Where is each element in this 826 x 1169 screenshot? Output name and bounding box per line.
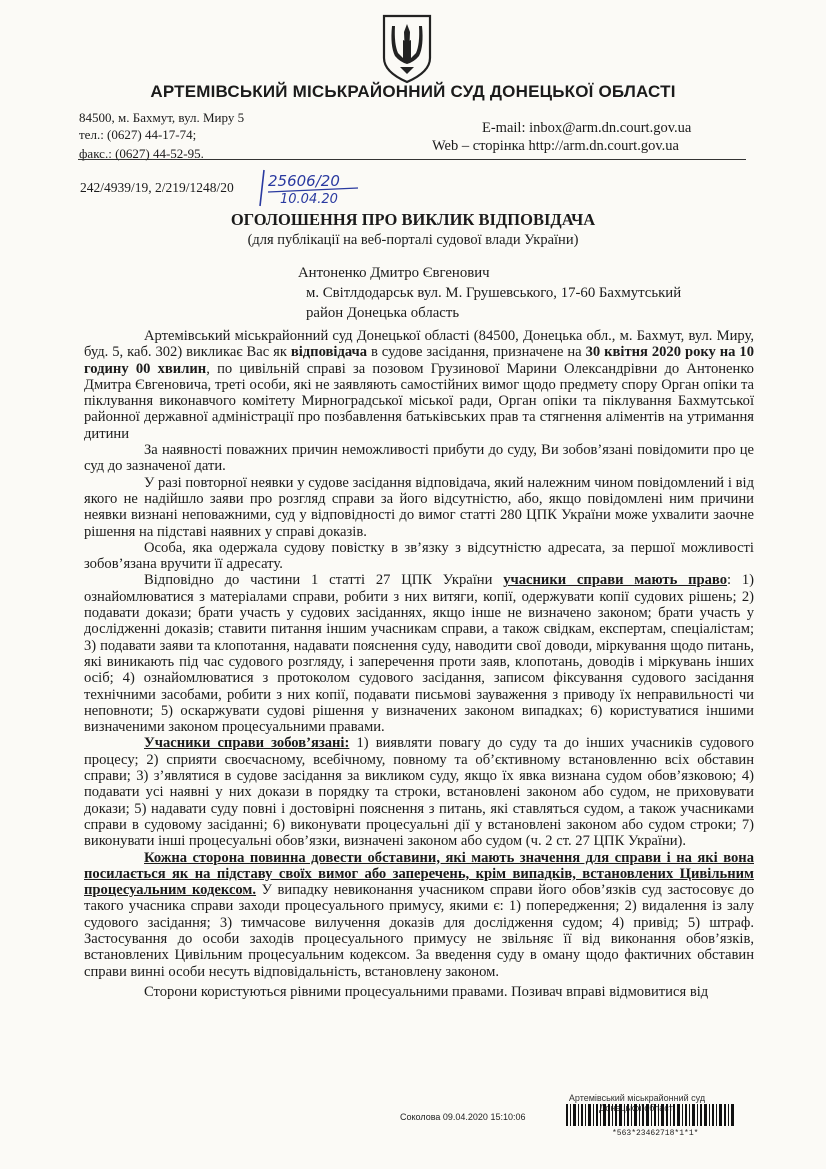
paragraph-summons: Артемівський міськрайонний суд Донецької області (84500, Донецька обл., м. Бахмут, вул. Миру, буд. 5, каб. 302) викликає Вас як відповідача в судове засідання, призначене на 30 квітня 2020 року на 10 годину 00 хвилин, по цивільній справі за позовом Грузинової Марини Олександрівни до Антоненко Дмитра Євгеновича, треті особи, які не заявляють самостійних вимог щодо предмету спору Орган опіки та піклування виконавчого комітету Мирноградської міської ради, Орган опіки та піклування Бахмутської районної державної адміністрації про позбавлення батьківських прав та стягнення аліментів на утримання дитини: [84, 328, 754, 442]
court-website: Web – сторінка http://arm.dn.court.gov.ua: [432, 138, 679, 154]
recipient-address-line1: м. Світлдодарськ вул. М. Грушевського, 17-60 Бахмутський: [306, 285, 682, 301]
paragraph-repeated-absence: У разі повторної неявки у судове засідання відповідача, який належним чином повідомлений і від якого не надійшло заяви про розгляд справи за його відсутністю, або, якщо повідомлені ним причини неявки визнані неповажними, суд у відповідності до вимог статті 280 ЦПК України може ухвалити заочне рішення на підставі наявних у справі доказів.: [84, 474, 754, 540]
court-fax: факс.: (0627) 44-52-95.: [79, 146, 204, 161]
court-phone: тел.: (0627) 44-17-74;: [79, 127, 197, 142]
paragraph-summons-delivery: Особа, яка одержала судову повістку в зв’язку з відсутністю адресата, за першої можливості зобов’язана вручити її адресату.: [84, 539, 754, 573]
paragraph-burden-of-proof: Кожна сторона повинна довести обставини, які мають значення для справи і на які вона посилається як на підставу своїх вимог або заперечень, крім випадків, встановлених Цивільним процесуальним кодексом. У випадку невиконання учасником справи його обов’язків суд застосовує до такого учасника справи заходи процесуального примусу, якими є: 1) попередження; 2) видалення із залу судового засідання; 3) тимчасове вилучення доказів для дослідження судом; 4) привід; 5) штраф. Застосування до особи заходів процесуального примусу не звільняє її від виконання обов’язків, встановлених Цивільним процесуальним кодексом. За введення суду в оману щодо фактичних обставин справи винні особи несуть відповідальність, встановлену законом.: [84, 849, 754, 980]
stamp-line-2: області: [644, 1103, 675, 1113]
notice-body: [84, 318, 754, 1000]
court-email: E-mail: inbox@arm.dn.court.gov.ua: [482, 120, 692, 136]
header-divider: [78, 159, 746, 160]
court-address: 84500, м. Бахмут, вул. Миру 5: [79, 110, 245, 125]
paragraph-rights: Відповідно до частини 1 статті 27 ЦПК України учасники справи мають право: 1) ознайомлюватися з матеріалами справи, робити з них витяги, копії, одержувати копії судових рішень; 2) подавати докази; брати участь у судових засіданнях, якщо інше не визначено законом; брати участь у дослідженні доказів; ставити питання іншим учасникам справи, а також свідкам, експертам, спеціалістам; 3) подавати заяви та клопотання, надавати пояснення суду, наводити свої доводи, міркування щодо питань, які виникають під час судового розгляду, і заперечення проти заяв, клопотань, доводів і міркувань інших осіб; 4) ознайомлюватися з протоколом судового засідання, записом фіксування судового засідання технічними засобами, робити з них копії, подавати письмові зауваження з приводу їх неправильності чи неповноти; 5) оскаржувати судові рішення у визначених законом випадках; 6) користуватися іншими визначеними законом процесуальними правами.: [84, 572, 755, 736]
paragraph-obligations: Учасники справи зобов’язані: 1) виявляти повагу до суду та до інших учасників судового процесу; 2) сприяти своєчасному, всебічному, повному та об’єктивному встановленню всіх обставин справи; 3) з’являтися в судове засідання за викликом суду, якщо їх явка визнана судом обов’язковою; 4) подавати усі наявні у них докази в порядку та строки, встановлені законом або судом, не приховувати докази; 5) надавати суду повні і достовірні пояснення з питань, які ставляться судом, а також учасниками справи в судовому засіданні; 6) виконувати процесуальні дії у встановлені законом або судом строки; 7) виконувати інші процесуальні обов’язки, визначені законом або судом (ч. 2 ст. 27 ЦПК України).: [84, 735, 754, 850]
document-subtitle: (для публікації на веб-порталі судової влади України): [247, 232, 579, 248]
clerk-timestamp: Соколова 09.04.2020 15:10:06: [400, 1112, 526, 1122]
paragraph-notify-court: За наявності поважних причин неможливості прибути до суду, Ви зобов’язані повідомити про це суд до зазначеної дати.: [84, 442, 754, 475]
tryzub-emblem-icon: [380, 12, 434, 84]
stamp-line-1: Артемівський міськрайонний суд: [568, 1093, 706, 1103]
document-title: ОГОЛОШЕННЯ ПРО ВИКЛИК ВІДПОВІДАЧА: [230, 210, 596, 229]
barcode-icon: [566, 1104, 736, 1126]
court-name: АРТЕМІВСЬКИЙ МІСЬКРАЙОННИЙ СУД ДОНЕЦЬКОЇ ОБЛАСТІ: [150, 82, 676, 101]
case-numbers: 242/4939/19, 2/219/1248/20: [80, 180, 234, 195]
barcode-number: *563*23462718*1*1*: [612, 1129, 699, 1138]
paragraph-equal-rights: Сторони користуються рівними процесуальними правами. Позивач вправі відмовитися від: [144, 983, 709, 1000]
handwritten-date: 10.04.20: [280, 192, 338, 207]
handwritten-number: 25606/20: [268, 172, 340, 190]
recipient-name: Антоненко Дмитро Євгенович: [298, 265, 490, 281]
recipient-address-line2: район Донецька область: [306, 305, 460, 321]
